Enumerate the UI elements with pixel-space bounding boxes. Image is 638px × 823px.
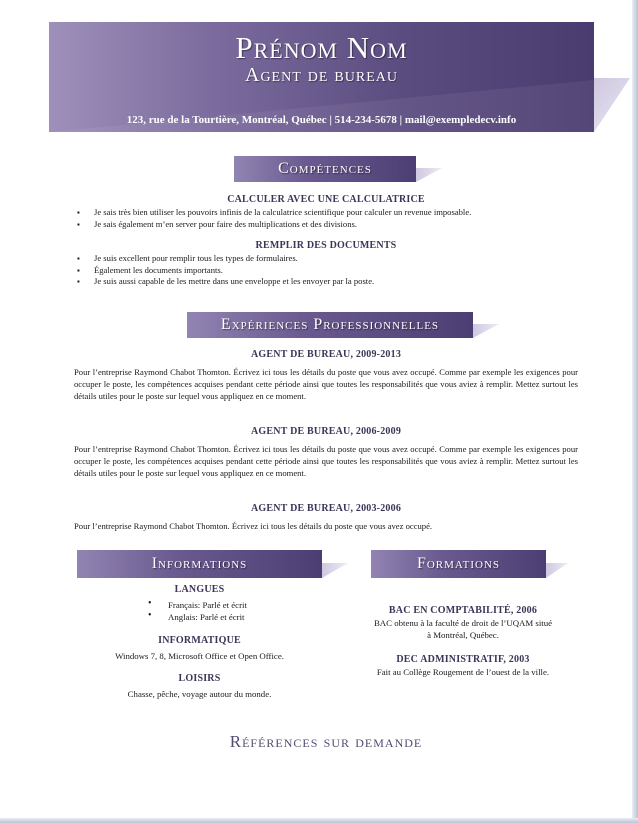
skill-heading: REMPLIR DES DOCUMENTS [255,240,397,251]
skill-list [77,207,577,230]
formation-heading: DEC ADMINISTRATIF, 2003 [396,654,530,665]
section-tail [546,563,568,578]
list-item: ▪ Je suis excellent pour remplir tous les types de formulaires. [77,253,577,265]
info-heading-langues: LANGUES [174,584,225,595]
page-edge-bottom [0,818,638,823]
header-wedge [594,78,630,132]
section-title-experiences: Expériences Professionnelles [187,312,473,338]
languages-list [148,599,318,623]
formation-detail: BAC obtenu à la faculté de droit de l’UQAM situé [373,618,553,628]
section-title-informations: Informations [77,550,322,578]
section-title-competences: Compétences [234,156,416,182]
formation-detail: Fait au Collège Rougement de l’ouest de la ville. [376,667,550,677]
skill-heading: CALCULER AVEC UNE CALCULATRICE [227,194,425,205]
list-item: • Anglais: Parlé et écrit [148,611,318,623]
info-informatique: Windows 7, 8, Microsoft Office et Open Office. [115,651,284,661]
job-description: Pour l’entreprise Raymond Chabot Thomton. Écrivez ici tous les détails du poste que vous avez occupé. Comme par exemple les exigences pour occuper le poste, les compétences acquises pendant cette période ainsi que toutes les responsabilités que vous aviez à remplir. Mettez surtout les détails utiles pour le poste sur lequel vous appliquez en ce moment. [74,444,578,478]
contact-line: 123, rue de la Tourtière, Montréal, Québec | 514-234-5678 | mail@exempledecv.info [126,114,517,126]
page-edge-right [632,0,638,823]
candidate-job-title: Agent de bureau [245,64,398,86]
resume-header [49,22,594,132]
section-tail [473,324,499,338]
section-tail [322,563,348,578]
section-title-formations: Formations [371,550,546,578]
list-item: ▪ Également les documents importants. [77,265,577,277]
job-heading: AGENT DE BUREAU, 2009-2013 [250,349,402,360]
job-description: Pour l’entreprise Raymond Chabot Thomton. Écrivez ici tous les détails du poste que vous avez occupé. [74,521,433,531]
formation-detail: à Montréal, Québec. [427,630,499,640]
references-footer: Références sur demande [229,732,423,751]
job-description: Pour l’entreprise Raymond Chabot Thomton. Écrivez ici tous les détails du poste que vous avez occupé. Comme par exemple les exigences pour occuper le poste, les compétences acquises pendant cette période ainsi que toutes les responsabilités que vous aviez à remplir. Mettez surtout les détails utiles pour le poste sur lequel vous appliquez en ce moment. [74,367,578,401]
candidate-name: Prénom Nom [235,30,408,65]
list-item: • Français: Parlé et écrit [148,599,318,611]
info-heading-loisirs: LOISIRS [178,673,221,684]
list-item: ▪ Je sais également m’en server pour faire des multiplications et des divisions. [77,219,577,231]
skill-list [77,253,577,288]
info-loisirs: Chasse, pêche, voyage autour du monde. [127,689,272,699]
job-heading: AGENT DE BUREAU, 2006-2009 [250,426,402,437]
section-tail [416,168,442,182]
info-heading-informatique: INFORMATIQUE [158,635,241,646]
job-heading: AGENT DE BUREAU, 2003-2006 [250,503,402,514]
formation-heading: BAC EN COMPTABILITÉ, 2006 [388,605,538,616]
list-item: ▪ Je suis aussi capable de les mettre dans une enveloppe et les envoyer par la poste. [77,276,577,288]
list-item: ▪ Je sais très bien utiliser les pouvoirs infinis de la calculatrice scientifique pour calculer un revenue imposable. [77,207,577,219]
